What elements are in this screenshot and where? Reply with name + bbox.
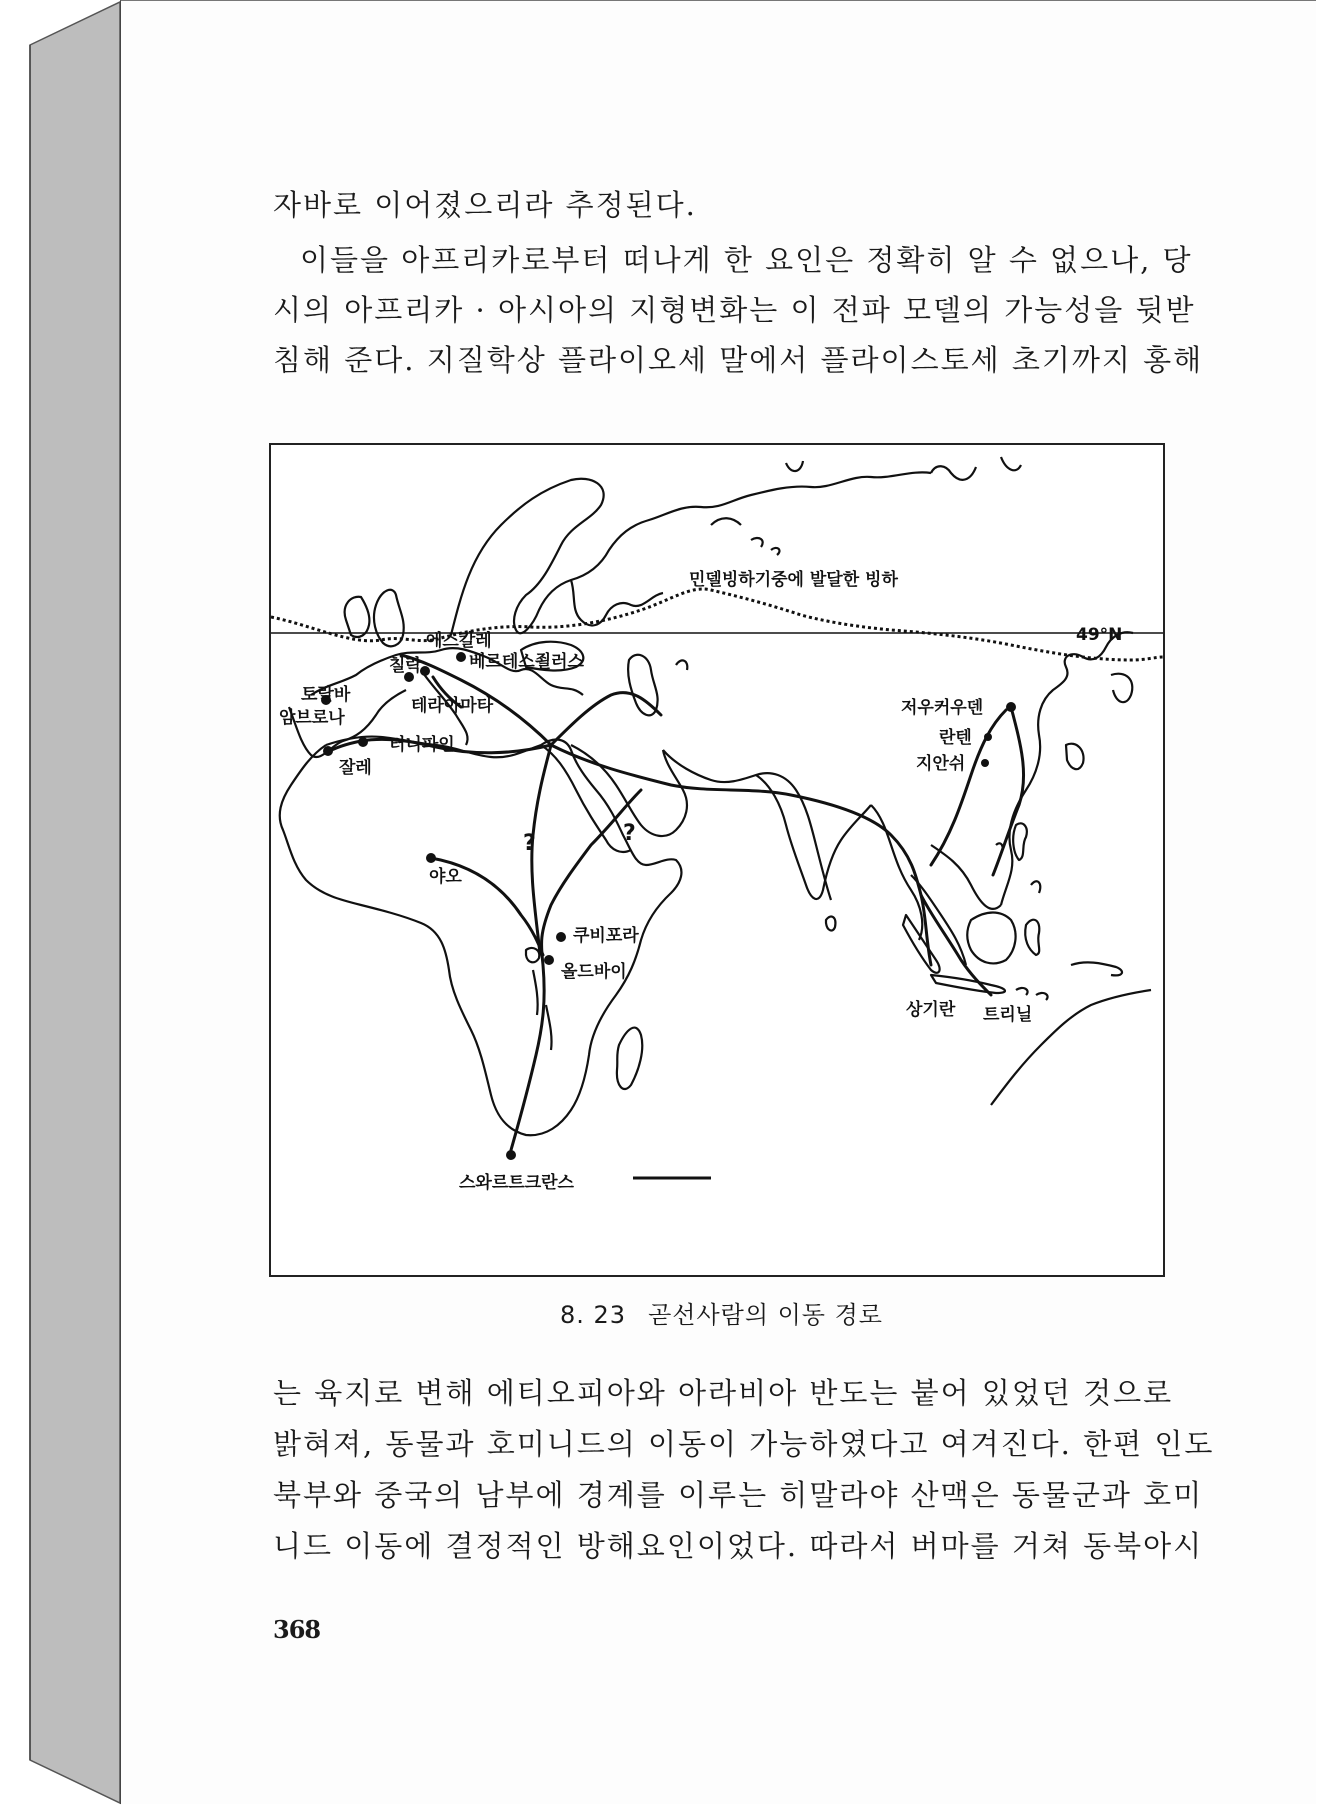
migration-map-figure (269, 443, 1165, 1277)
coastline (676, 660, 687, 670)
site-label-jianshi: 지안쉬 (916, 754, 966, 774)
island (1013, 823, 1027, 860)
migration-routes (326, 655, 1024, 1150)
page-number: 368 (273, 1615, 321, 1644)
site-dot (981, 759, 989, 767)
site-dot (556, 932, 566, 942)
coastline (931, 466, 976, 480)
coastline (931, 845, 1001, 909)
body-text-line: 자바로 이어졌으리라 추정된다. (273, 188, 697, 222)
body-text-line: 북부와 중국의 남부에 경계를 이루는 히말라야 산맥은 동물군과 호미 (273, 1478, 1204, 1512)
migration-map (271, 445, 1163, 1275)
figure-number: 8. 23 (560, 1301, 627, 1329)
island (1031, 881, 1040, 893)
body-text-line: 니드 이동에 결정적인 방해요인이었다. 따라서 버마를 거쳐 동북아시 (273, 1529, 1204, 1563)
site-label-ternifine: 터니파인 (389, 735, 455, 755)
site-label-vertesszolos: 베르테스죌러스 (469, 652, 584, 672)
figure-title: 곧선사람의 이동 경로 (648, 1301, 883, 1329)
coastline (786, 457, 1021, 471)
site-label-trinil: 트리닐 (983, 1005, 1033, 1025)
site-label-zhoukoudian: 저우커우덴 (901, 698, 984, 718)
coastline (826, 916, 835, 930)
site-dot (358, 737, 368, 747)
site-label-swartkrans: 스와르트크란스 (459, 1173, 574, 1193)
coastline (345, 597, 370, 637)
route-line (993, 707, 1024, 875)
body-text-line: 시의 아프리카 · 아시아의 지형변화는 이 전파 모델의 가능성을 뒷받 (273, 293, 1196, 327)
body-text-line: 밝혀져, 동물과 호미니드의 이동이 가능하였다고 여겨진다. 한편 인도 (273, 1427, 1215, 1461)
island (931, 975, 1005, 993)
site-label-sangiran: 상기란 (906, 1000, 956, 1020)
island (1016, 988, 1048, 1000)
coastline (1071, 962, 1122, 975)
uncertain-route-mark: ? (623, 821, 636, 846)
site-dot (456, 652, 466, 662)
site-label-sale: 잘레 (339, 758, 372, 778)
coastline (571, 580, 663, 625)
site-markers (321, 652, 1016, 1160)
site-label-torralba: 토랄바 (301, 685, 351, 705)
body-text-line: 침해 준다. 지질학상 플라이오세 말에서 플라이스토세 초기까지 홍해 (273, 343, 1204, 377)
site-label-ambrona: 암브로나 (279, 708, 345, 728)
coastline (663, 750, 831, 900)
site-label-koobi-fora: 쿠비포라 (573, 926, 639, 946)
site-dot (426, 853, 436, 863)
site-label-chillak: 칠락 (389, 656, 422, 676)
site-dot (323, 746, 333, 756)
site-dot (544, 955, 554, 965)
site-dot (984, 733, 992, 741)
lake (546, 1005, 552, 1050)
route-line (551, 693, 661, 745)
lake (526, 948, 539, 962)
uncertain-route-mark: ? (523, 831, 536, 856)
body-text-line: 는 육지로 변해 에티오피아와 아라비아 반도는 붙어 있었던 것으로 (273, 1376, 1174, 1410)
site-label-escale: 에스칼레 (426, 631, 492, 651)
site-label-terra-amata: 테라아마타 (411, 696, 494, 716)
lake (533, 970, 538, 1015)
island (1025, 920, 1039, 955)
site-dot (506, 1150, 516, 1160)
coastline (711, 518, 779, 555)
coastline (1066, 744, 1084, 769)
coastline (617, 1028, 642, 1089)
coastline (1001, 632, 1133, 905)
coastline (451, 472, 931, 635)
latitude-label: 49°N (1076, 625, 1123, 645)
glacier-boundary-line (271, 589, 1163, 660)
site-label-olduvai: 올드바이 (561, 962, 627, 982)
body-text-line: 이들을 아프리카로부터 떠나게 한 요인은 정확히 알 수 없으나, 당 (300, 243, 1193, 277)
site-label-yao: 야오 (429, 867, 462, 887)
glacier-label: 민델빙하기중에 발달한 빙하 (689, 570, 898, 590)
route-line (921, 895, 991, 995)
site-dot (1006, 702, 1016, 712)
coastline (1111, 674, 1132, 702)
island (967, 913, 1015, 964)
site-label-lantian: 란텐 (939, 728, 972, 748)
figure-caption (560, 1295, 883, 1330)
